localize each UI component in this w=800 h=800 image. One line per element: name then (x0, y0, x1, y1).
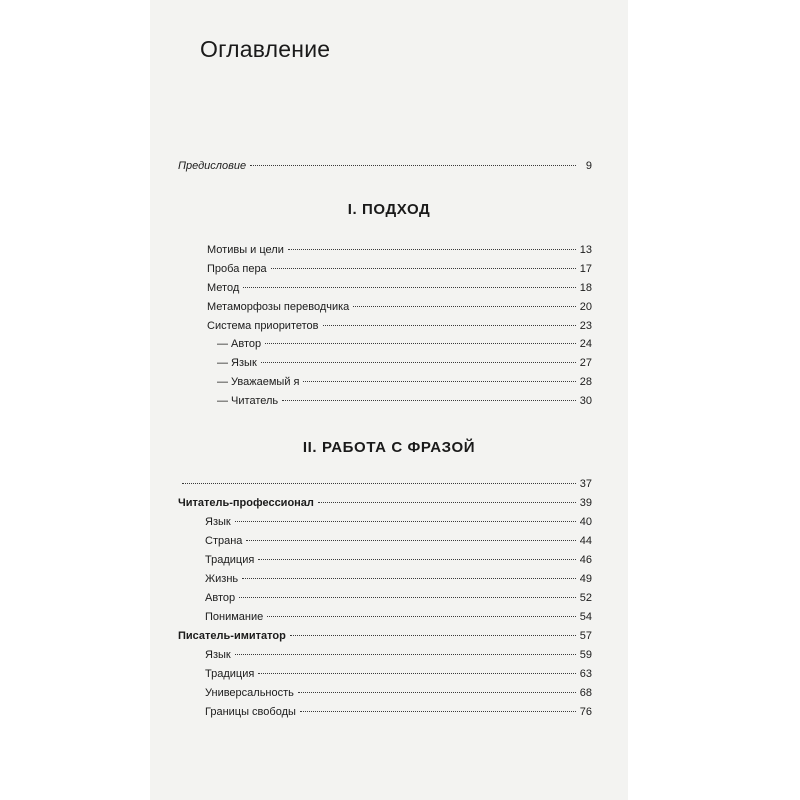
toc-entry-label: Понимание (205, 611, 264, 623)
toc-entry-label: Границы свободы (205, 706, 296, 718)
toc-entry-page: 9 (585, 160, 592, 172)
toc-subentry (205, 685, 592, 701)
toc-subentry (217, 355, 592, 371)
toc-entry-label: Страна (205, 535, 243, 547)
toc-subentry (205, 571, 592, 587)
toc-entry-page: 27 (579, 357, 592, 369)
toc-entry-page: 17 (579, 263, 592, 275)
toc-entry-label: Писатель-имитатор (178, 630, 286, 642)
dot-leader (265, 343, 576, 344)
section-heading: I. ПОДХОД (347, 201, 431, 218)
toc-subentry (217, 393, 592, 409)
toc-entry-label: Язык (205, 649, 231, 661)
toc-entry-label: Метод (207, 282, 240, 294)
toc-entry-page: 30 (579, 395, 592, 407)
toc-subentry (205, 533, 592, 549)
toc-entry-label: Традиция (205, 668, 255, 680)
dot-leader (239, 597, 576, 598)
toc-entry-page: 59 (579, 649, 592, 661)
toc-entry-page: 57 (579, 630, 592, 642)
toc-entry (178, 476, 592, 492)
toc-entry-label: Читатель-профессионал (178, 497, 314, 509)
toc-subentry (217, 374, 592, 390)
dot-leader (300, 711, 576, 712)
toc-subentry (205, 552, 592, 568)
dot-leader (271, 268, 576, 269)
dot-leader (242, 578, 576, 579)
toc-entry-label: Мотивы и цели (207, 244, 284, 256)
toc-subentry (205, 647, 592, 663)
toc-entry-page: 23 (579, 320, 592, 332)
dot-leader (303, 381, 575, 382)
dot-leader (298, 692, 576, 693)
dot-leader (282, 400, 576, 401)
toc-entry-page: 63 (579, 668, 592, 680)
toc-subentry (205, 514, 592, 530)
toc-entry-page: 28 (579, 376, 592, 388)
toc-entry (207, 318, 592, 334)
toc-entry-page: 44 (579, 535, 592, 547)
toc-subentry (205, 666, 592, 682)
toc-entry (207, 261, 592, 277)
dot-leader (258, 559, 575, 560)
toc-entry (178, 495, 592, 511)
dot-leader (288, 249, 576, 250)
toc-entry-page: 18 (579, 282, 592, 294)
toc-entry-page: 24 (579, 338, 592, 350)
toc-subentry (205, 704, 592, 720)
dot-leader (258, 673, 575, 674)
section-heading: II. РАБОТА С ФРАЗОЙ (302, 439, 476, 456)
toc-entry-page: 39 (579, 497, 592, 509)
dot-leader (250, 165, 576, 166)
toc-entry-page: 13 (579, 244, 592, 256)
toc-entry-page: 49 (579, 573, 592, 585)
toc-entry-label: — Язык (217, 357, 257, 369)
dot-leader (267, 616, 575, 617)
toc-entry-page: 37 (579, 478, 592, 490)
toc-entry-label: Автор (205, 592, 236, 604)
page-title: Оглавление (200, 36, 331, 62)
toc-entry-label: Проба пера (207, 263, 267, 275)
dot-leader (235, 521, 576, 522)
dot-leader (261, 362, 576, 363)
toc-entry (207, 280, 592, 296)
toc-entry-label: Традиция (205, 554, 255, 566)
toc-subentry (217, 336, 592, 352)
toc-subentry (205, 609, 592, 625)
toc-entry-label: Универсальность (205, 687, 294, 699)
dot-leader (290, 635, 576, 636)
toc-entry-preface (178, 158, 592, 174)
toc-entry-label: Предисловие (178, 160, 247, 172)
dot-leader (323, 325, 576, 326)
toc-entry-label: — Автор (217, 338, 262, 350)
dot-leader (182, 483, 576, 484)
toc-entry-page: 76 (579, 706, 592, 718)
toc-entry-label: Язык (205, 516, 231, 528)
dot-leader (353, 306, 575, 307)
toc-entry-label: Жизнь (205, 573, 239, 585)
toc-entry (178, 628, 592, 644)
toc-entry-label: Метаморфозы переводчика (207, 301, 350, 313)
toc-entry-label: — Уважаемый я (217, 376, 300, 388)
dot-leader (243, 287, 576, 288)
dot-leader (235, 654, 576, 655)
toc-subentry (205, 590, 592, 606)
toc-entry (207, 242, 592, 258)
toc-entry-label: Система приоритетов (207, 320, 319, 332)
toc-entry-page: 52 (579, 592, 592, 604)
toc-entry-page: 46 (579, 554, 592, 566)
toc-entry-page: 40 (579, 516, 592, 528)
book-page (150, 0, 628, 800)
toc-entry-label: — Читатель (217, 395, 279, 407)
dot-leader (246, 540, 575, 541)
dot-leader (318, 502, 576, 503)
toc-entry (207, 299, 592, 315)
toc-entry-page: 54 (579, 611, 592, 623)
toc-entry-page: 68 (579, 687, 592, 699)
toc-entry-page: 20 (579, 301, 592, 313)
